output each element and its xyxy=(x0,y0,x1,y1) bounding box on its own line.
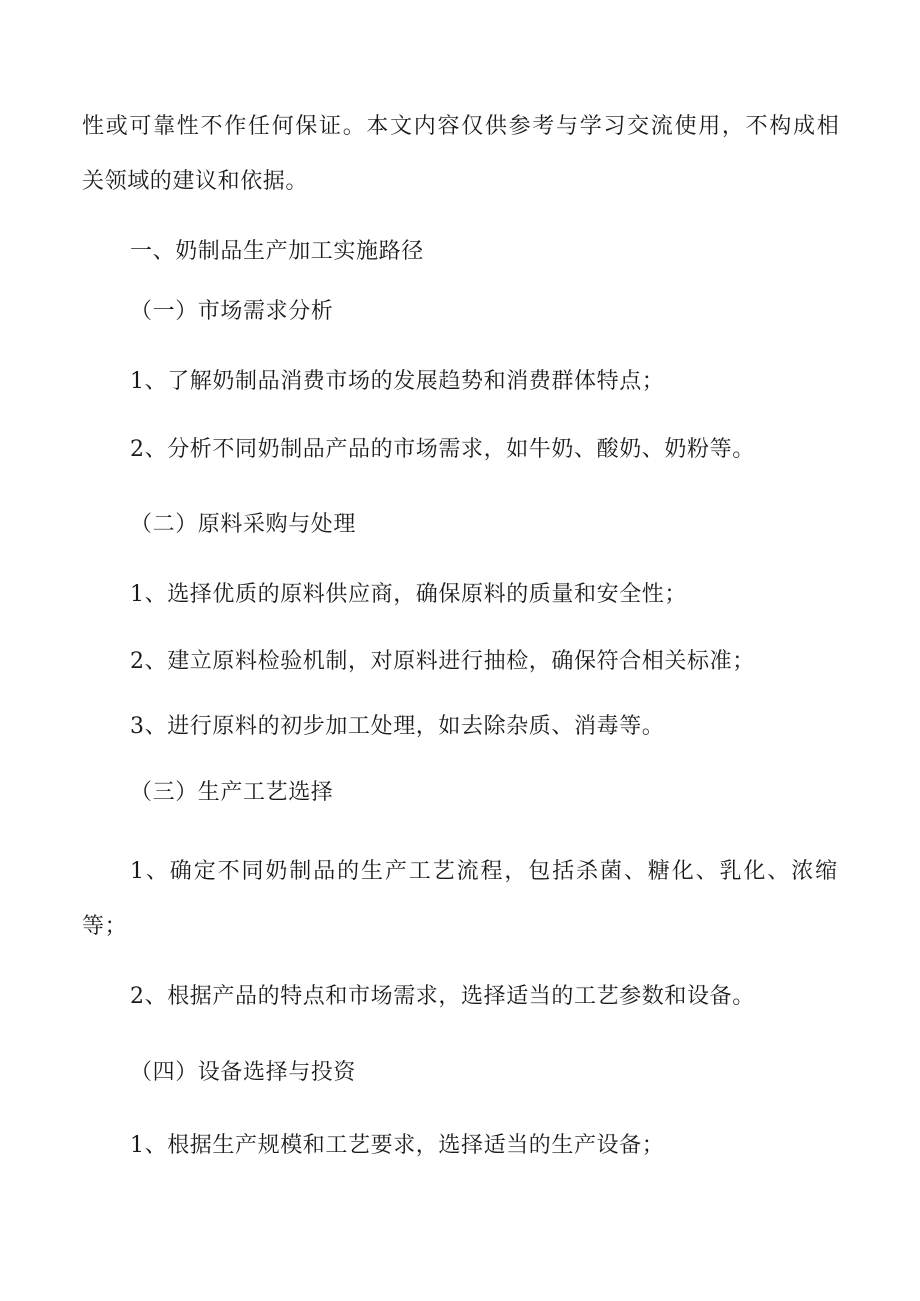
list-item: 1、选择优质的原料供应商，确保原料的质量和安全性； xyxy=(130,582,687,607)
list-item: 3、进行原料的初步加工处理，如去除杂质、消毒等。 xyxy=(130,714,665,739)
intro-paragraph-line: 性或可靠性不作任何保证。本文内容仅供参考与学习交流使用，不构成相 xyxy=(82,114,841,139)
section-heading-market-demand: （一）市场需求分析 xyxy=(130,299,334,324)
intro-paragraph-line: 关领域的建议和依据。 xyxy=(82,169,309,194)
list-item: 1、了解奶制品消费市场的发展趋势和消费群体特点； xyxy=(130,369,665,394)
list-item: 1、根据生产规模和工艺要求，选择适当的生产设备； xyxy=(130,1133,665,1158)
section-heading-equipment: （四）设备选择与投资 xyxy=(130,1060,357,1085)
section-heading-raw-materials: （二）原料采购与处理 xyxy=(130,512,357,537)
chapter-heading: 一、奶制品生产加工实施路径 xyxy=(130,239,424,264)
list-item: 2、建立原料检验机制，对原料进行抽检，确保符合相关标准； xyxy=(130,649,755,674)
list-item-continuation: 等； xyxy=(82,914,128,939)
list-item: 2、根据产品的特点和市场需求，选择适当的工艺参数和设备。 xyxy=(130,984,755,1009)
list-item: 1、确定不同奶制品的生产工艺流程，包括杀菌、糖化、乳化、浓缩 xyxy=(130,859,839,884)
list-item: 2、分析不同奶制品产品的市场需求，如牛奶、酸奶、奶粉等。 xyxy=(130,437,755,462)
section-heading-process-selection: （三）生产工艺选择 xyxy=(130,780,334,805)
